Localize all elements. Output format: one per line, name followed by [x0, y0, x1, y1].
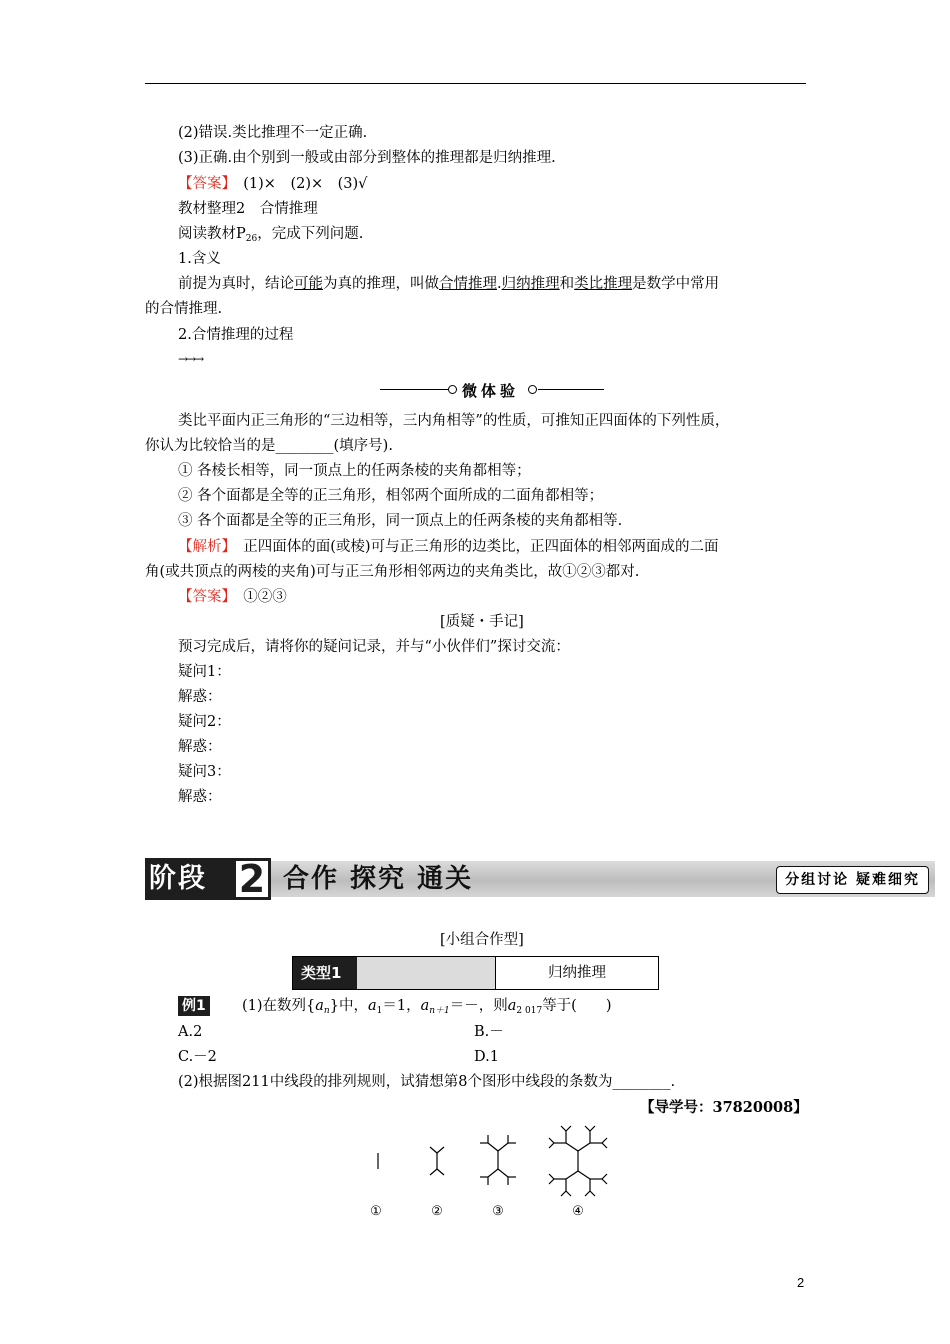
option-line: ② 各个面都是全等的正三角形，相邻两个面所成的二面角都相等；: [178, 488, 604, 504]
text-span: (1)在数列{: [242, 998, 316, 1014]
fig4-tree: [549, 1126, 607, 1196]
fig-label: ④: [572, 1204, 584, 1219]
text-line: (2)错误.类比推理不一定正确.: [178, 125, 368, 141]
notes-answer: 解惑：: [178, 739, 222, 755]
text-span: 为真的推理，叫做: [323, 276, 439, 292]
fig2-tree: [430, 1147, 444, 1175]
stage-label: 阶段: [145, 858, 233, 900]
analysis-line: 角(或共顶点的两棱的夹角)可与正三角形相邻两边的夹角类比，故①②③都对.: [145, 564, 640, 580]
page-number: 2: [797, 1275, 805, 1290]
answer-value: ①②③: [243, 589, 287, 605]
analysis-text: 正四面体的面(或棱)可与正三角形的边类比，正四面体的相邻两面成的二面: [243, 539, 719, 555]
text-span: ，完成下列问题.: [257, 226, 364, 242]
subscript: 1: [376, 1006, 383, 1016]
blank-answer: 类比推理: [574, 276, 633, 292]
example-tag: 例1: [178, 996, 210, 1016]
blank-answer: 可能: [294, 276, 323, 292]
subscript: n＋1: [429, 1006, 450, 1016]
option-b: B.－: [474, 1024, 504, 1040]
subscript: 2 017: [516, 1006, 543, 1016]
section-heading: 教材整理2 合情推理: [178, 201, 318, 217]
type-label: 归纳推理: [495, 957, 658, 989]
text-span: 阅读教材P: [178, 226, 246, 242]
blank-answer: 归纳推理: [501, 276, 560, 292]
section-title: 微体验: [462, 382, 520, 400]
fig-label: ②: [431, 1204, 443, 1219]
option-a: A.2: [178, 1024, 203, 1040]
option-c: C.－2: [178, 1049, 217, 1065]
notes-heading: [质疑・手记]: [440, 614, 524, 630]
notes-question: 疑问2：: [178, 714, 231, 730]
option-line: ③ 各个面都是全等的正三角形，同一顶点上的任两条棱的夹角都相等.: [178, 513, 623, 529]
type-tag: 类型1: [293, 957, 357, 989]
text-span: ＝1，: [382, 998, 421, 1014]
text-span: 前提为真时，结论: [178, 276, 294, 292]
example-part1: [242, 997, 612, 1020]
answer-tag: 【答案】: [178, 176, 229, 192]
stage-number-box: [233, 858, 271, 900]
segment-figure: [360, 1125, 630, 1235]
subscript: 26: [245, 234, 258, 244]
blank-answer: 合情推理: [439, 276, 497, 292]
definition-line: [178, 275, 719, 293]
analysis-line: [178, 538, 719, 556]
analysis-tag: 【解析】: [178, 539, 229, 555]
text-line: [178, 225, 363, 248]
fig-label: ①: [370, 1204, 382, 1219]
text-span: }中，: [329, 998, 368, 1014]
group-heading: [小组合作型]: [440, 932, 524, 948]
math-var: a: [315, 998, 324, 1014]
notes-question: 疑问3：: [178, 764, 231, 780]
stage-tag: 分组讨论 疑难细究: [776, 866, 929, 894]
fig3-tree: [480, 1135, 516, 1185]
subheading: 1.含义: [178, 251, 221, 267]
notes-answer: 解惑：: [178, 689, 222, 705]
question-line: 类比平面内正三角形的“三边相等，三内角相等”的性质，可推知正四面体的下列性质，: [178, 413, 730, 429]
math-var: a: [367, 998, 377, 1014]
type-box: [292, 956, 659, 990]
text-span: 等于( ): [542, 998, 612, 1014]
text-span: 和: [559, 276, 575, 292]
divider-right: [538, 389, 604, 390]
math-var: a: [507, 998, 517, 1014]
stage-banner: [145, 858, 935, 900]
text-span: 是数学中常用: [632, 276, 720, 292]
answer-tag: 【答案】: [178, 589, 229, 605]
divider-left: [380, 389, 448, 390]
notes-answer: 解惑：: [178, 789, 222, 805]
notes-question: 疑问1：: [178, 664, 231, 680]
answer-line: [178, 588, 287, 606]
option-line: ① 各棱长相等，同一顶点上的任两条棱的夹角都相等；: [178, 463, 531, 479]
math-var: a: [420, 998, 430, 1014]
answer-line: [178, 175, 367, 193]
divider-dot: [448, 385, 457, 394]
divider-dot: [528, 385, 537, 394]
fig-label: ③: [492, 1204, 504, 1219]
stage-number: 2: [236, 861, 268, 897]
notes-intro: 预习完成后，请将你的疑问记录，并与“小伙伴们”探讨交流：: [178, 639, 570, 655]
subscript: n: [323, 1006, 330, 1016]
guide-number: 【导学号：37820008】: [640, 1099, 808, 1116]
option-d: D.1: [474, 1049, 499, 1065]
subheading: 2.合情推理的过程: [178, 327, 294, 343]
question-line: 你认为比较恰当的是________(填序号).: [145, 438, 393, 454]
type-bar: [357, 957, 495, 989]
example-part2: (2)根据图211中线段的排列规则，试猜想第8个图形中线段的条数为________.: [178, 1074, 676, 1090]
text-line: (3)正确.由个别到一般或由部分到整体的推理都是归纳推理.: [178, 150, 556, 166]
stage-title: 合作 探究 通关: [283, 864, 474, 894]
text-span: .: [497, 276, 502, 292]
text-line: 的合情推理.: [145, 301, 223, 317]
text-span: ＝－，则: [449, 998, 508, 1014]
arrow-flow: →→→: [178, 352, 203, 366]
answer-value: (1)× (2)× (3)√: [243, 176, 368, 192]
header-rule: [145, 83, 806, 84]
